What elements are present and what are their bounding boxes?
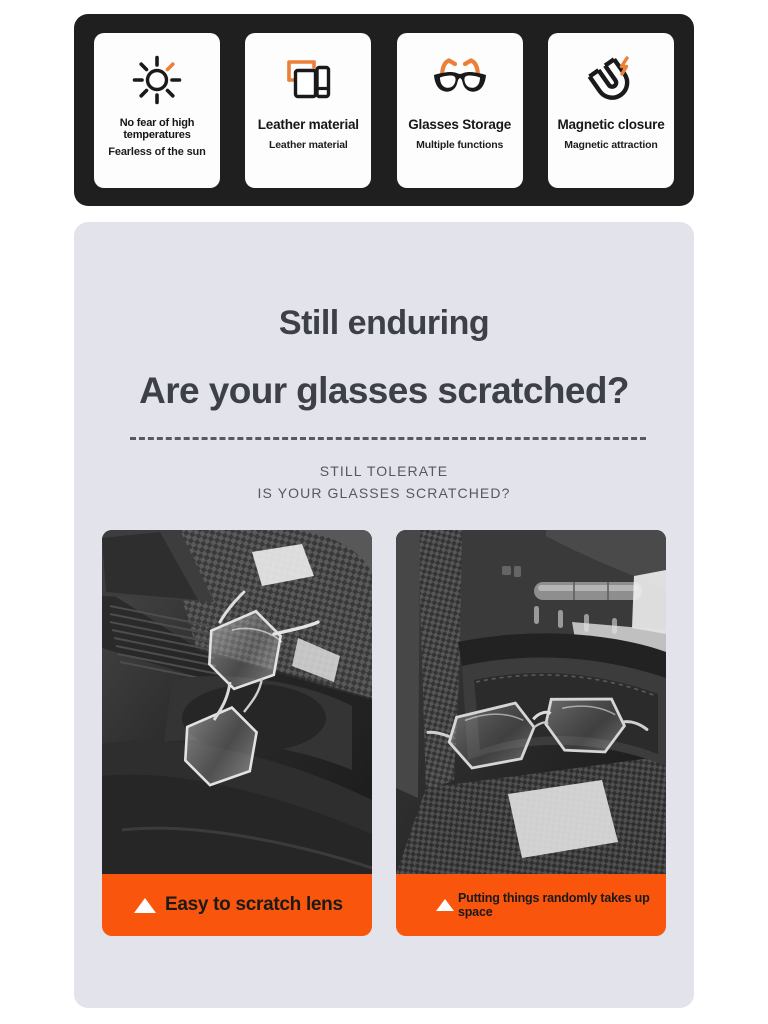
feature-subtitle: Multiple functions bbox=[416, 139, 504, 152]
feature-title: Magnetic closure bbox=[557, 116, 665, 132]
photo-card-clutter[interactable] bbox=[396, 530, 666, 936]
photo-caption-text: Easy to scratch lens bbox=[165, 894, 343, 915]
feature-card-magnetic-closure[interactable] bbox=[548, 33, 674, 188]
photo-glasses-on-console bbox=[102, 530, 372, 874]
feature-card-leather[interactable] bbox=[245, 33, 371, 188]
photo-caption-text: Putting things randomly takes up space bbox=[458, 891, 650, 919]
photo-glasses-in-door-pocket bbox=[396, 530, 666, 874]
page-title: Still enduring bbox=[278, 304, 490, 342]
feature-title: Glasses Storage bbox=[408, 116, 512, 132]
triangle-icon bbox=[436, 899, 454, 911]
feature-card-temperature[interactable] bbox=[94, 33, 220, 188]
feature-title: No fear of high temperatures bbox=[119, 116, 195, 142]
triangle-icon bbox=[134, 898, 156, 913]
english-caption-line1: STILL TOLERATE bbox=[319, 463, 449, 479]
magnet-icon bbox=[583, 49, 639, 111]
divider bbox=[130, 437, 646, 440]
promo-panel bbox=[74, 222, 694, 1008]
photo-caption-bar bbox=[396, 874, 666, 936]
english-caption-line2: IS YOUR GLASSES SCRATCHED? bbox=[257, 485, 511, 502]
photo-row bbox=[102, 530, 666, 936]
feature-title: Leather material bbox=[257, 116, 359, 132]
leather-book-icon bbox=[280, 49, 336, 111]
feature-card-glasses-storage[interactable] bbox=[397, 33, 523, 188]
feature-bar bbox=[74, 14, 694, 206]
glasses-icon bbox=[429, 49, 491, 111]
page-subtitle: Are your glasses scratched? bbox=[139, 370, 629, 411]
feature-subtitle: Magnetic attraction bbox=[564, 139, 658, 152]
photo-card-scratch[interactable] bbox=[102, 530, 372, 936]
feature-subtitle: Fearless of the sun bbox=[108, 146, 206, 159]
photo-caption-bar bbox=[102, 874, 372, 936]
sun-icon bbox=[130, 49, 184, 111]
english-caption bbox=[74, 460, 694, 505]
feature-subtitle: Leather material bbox=[268, 139, 348, 152]
